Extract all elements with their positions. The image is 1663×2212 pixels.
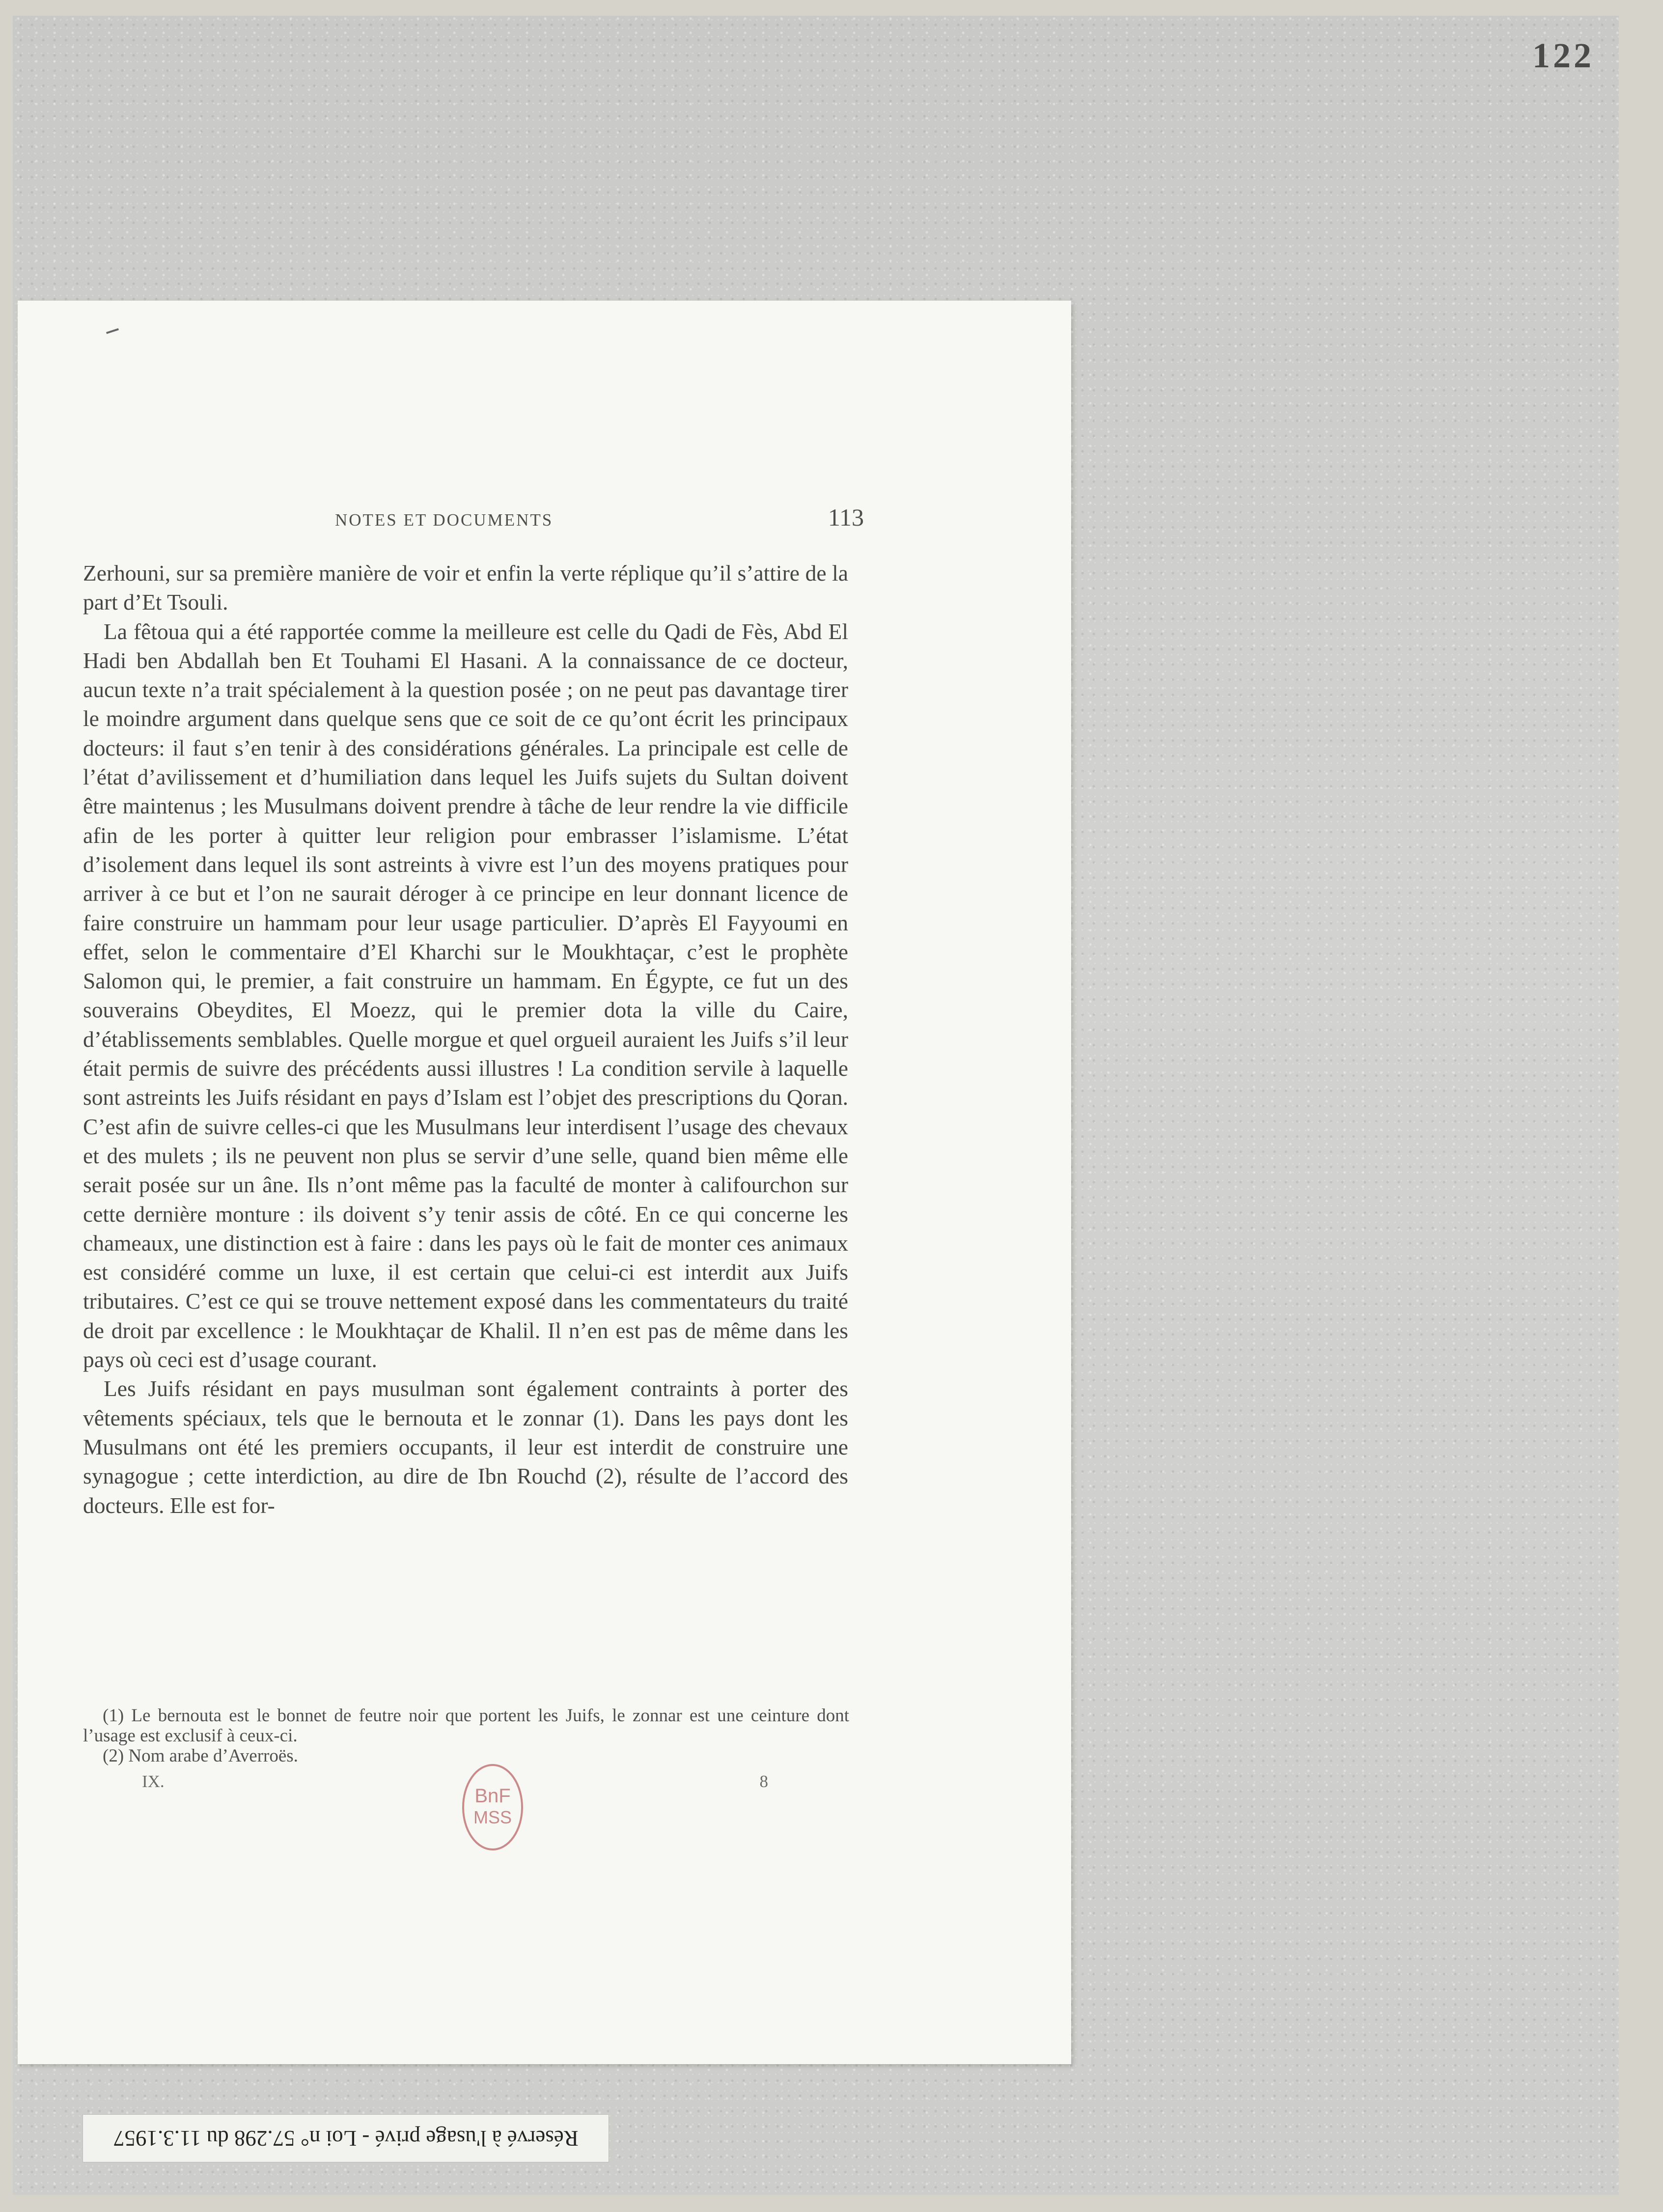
signature-number: 8 <box>759 1772 768 1791</box>
signature-line <box>83 1772 768 1792</box>
running-title: NOTES ET DOCUMENTS <box>335 510 554 530</box>
signature-mark: IX. <box>142 1772 165 1791</box>
paragraph: Les Juifs résidant en pays musulman sont également contraints à porter des vêtements spéciaux, tels que le bernouta et le zonnar (1). Dans les pays dont les Musulmans ont été les premiers occupants, il leur est interdit de construire une synagogue ; cette interdiction, au dire de Ibn Rouchd (2), résulte de l’accord des docteurs. Elle est for- <box>83 1376 848 1518</box>
mount-board <box>13 16 1619 2195</box>
body-text <box>83 559 848 1520</box>
printed-page <box>18 301 1071 2064</box>
ink-mark <box>106 328 119 334</box>
footnotes <box>83 1706 849 1766</box>
stamp-text: BnF <box>474 1785 511 1807</box>
reserved-notice: Réservé à l'usage privé - Loi n° 57.298 du 11.3.1957 <box>113 2126 579 2151</box>
page-number: 113 <box>828 504 864 531</box>
footnote: (1) Le bernouta est le bonnet de feutre noir que portent les Juifs, le zonnar est une ceinture dont l’usage est exclusif à ceux-ci. <box>83 1706 849 1746</box>
bnf-stamp <box>460 1762 526 1853</box>
paragraph: La fêtoua qui a été rapportée comme la meilleure est celle du Qadi de Fès, Abd El Hadi ben Abdallah ben Et Touhami El Hasani. A la connaissance de ce docteur, aucun texte n’a trait spécialement à la question posée ; on ne peut pas davantage tirer le moindre argument dans quelque sens que ce soit de ce qu’ont écrit les principaux docteurs: il faut s’en tenir à des considérations générales. La principale est celle de l’état d’avilissement et d’humiliation dans lequel les Juifs sujets du Sultan doivent être maintenus ; les Musulmans doivent prendre à tâche de leur rendre la vie difficile afin de les porter à quitter leur religion pour embrasser l’islamisme. L’état d’isolement dans lequel ils sont astreints à vivre est l’un des moyens pratiques pour arriver à ce but et l’on ne saurait déroger à ce principe en leur donnant licence de faire construire un hammam pour leur usage particulier. D’après El Fayyoumi en effet, selon le commentaire d’El Kharchi sur le Moukhtaçar, c’est le prophète Salomon qui, le premier, a fait construire un hammam. En Égypte, ce fut un des souverains Obeydites, El Moezz, qui le premier dota la ville du Caire, d’établissements semblables. Quelle morgue et quel orgueil auraient les Juifs s’il leur était permis de suivre des précédents aussi illustres ! La condition servile à laquelle sont astreints les Juifs résidant en pays d’Islam est l’objet des prescriptions du Qoran. C’est afin de suivre celles-ci que les Musulmans leur interdisent l’usage des chevaux et des mulets ; ils ne peuvent non plus se servir d’une selle, quand bien même elle serait posée sur un âne. Ils n’ont même pas la faculté de monter à califourchon sur cette dernière monture : ils doivent s’y tenir assis de côté. En ce qui concerne les chameaux, une distinction est à faire : dans les pays où le fait de monter ces animaux est considéré comme un luxe, il est certain que celui-ci est interdit aux Juifs tributaires. C’est ce qui se trouve nettement exposé dans les commentateurs du traité de droit par excellence : le Moukhtaçar de Khalil. Il n’en est pas de même dans les pays où ceci est d’usage courant. <box>83 618 848 1372</box>
reserved-notice-label <box>83 2114 609 2162</box>
folio-number: 122 <box>1532 36 1594 75</box>
paragraph: Zerhouni, sur sa première manière de voir et enfin la verte réplique qu’il s’attire de la part d’Et Tsouli. <box>83 560 848 615</box>
running-head <box>331 503 864 532</box>
stamp-text: MSS <box>473 1807 512 1827</box>
footnote: (2) Nom arabe d’Averroës. <box>103 1746 298 1766</box>
